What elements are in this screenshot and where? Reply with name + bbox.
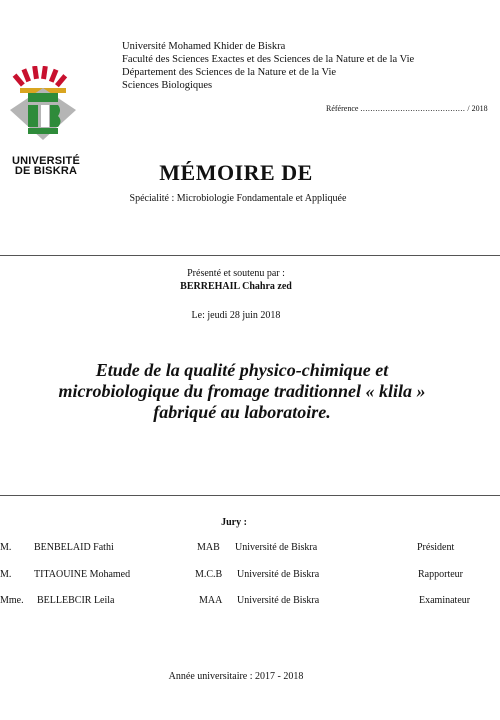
jury-member-name: TITAOUINE Mohamed: [34, 569, 131, 580]
reference-label: Référence: [326, 104, 359, 113]
logo-text-line2: DE BISKRA: [14, 165, 78, 177]
university-logo-emblem: [10, 66, 76, 144]
university-name: Université Mohamed Khider de Biskra: [122, 41, 286, 52]
jury-member-title: M.: [0, 542, 12, 553]
jury-member-title: Mme.: [0, 595, 24, 606]
presented-by-text: Présenté et soutenu par :: [187, 268, 285, 279]
jury-member-grade: MAB: [197, 542, 220, 553]
thesis-title-line2: microbiologique du fromage traditionnel « klila »: [58, 381, 426, 401]
section-name: Sciences Biologiques: [122, 80, 213, 91]
memoire-heading: [0, 160, 500, 186]
jury-member-role: Rapporteur: [418, 569, 463, 580]
thesis-title-line3: fabriqué au laboratoire.: [153, 402, 331, 422]
jury-member-institution: Université de Biskra: [237, 595, 320, 606]
jury-row: [0, 595, 500, 609]
jury-member-title: M.: [0, 569, 12, 580]
jury-heading: [0, 517, 500, 528]
jury-member-name: BELLEBCIR Leila: [37, 595, 115, 606]
defense-date-line: [0, 310, 500, 321]
thesis-title-line1: Etude de la qualité physico-chimique et: [95, 360, 389, 380]
presented-by-line: [0, 268, 500, 279]
author-line: [0, 281, 500, 292]
jury-heading-text: Jury :: [221, 517, 247, 528]
institution-header: [122, 40, 414, 92]
logo-text-line1: UNIVERSITÉ: [11, 155, 80, 167]
jury-member-role: Président: [417, 542, 455, 553]
specialty-text: Spécialité : Microbiologie Fondamentale et Appliquée: [129, 193, 347, 204]
jury-member-role: Examinateur: [419, 595, 471, 606]
author-name: BERREHAIL Chahra zed: [180, 281, 292, 292]
jury-member-grade: M.C.B: [195, 569, 223, 580]
memoire-heading-text: MÉMOIRE DE: [159, 160, 313, 185]
jury-row: [0, 569, 500, 583]
bottom-divider: [0, 495, 500, 496]
jury-member-institution: Université de Biskra: [237, 569, 320, 580]
reference-line: [326, 104, 488, 113]
thesis-title: [12, 360, 472, 423]
top-divider: [0, 255, 500, 256]
faculty-name: Faculté des Sciences Exactes et des Sciences de la Nature et de la Vie: [122, 54, 415, 65]
jury-member-name: BENBELAID Fathi: [34, 542, 114, 553]
academic-year: Année universitaire : 2017 - 2018: [168, 671, 304, 682]
specialty-line: [0, 193, 500, 204]
department-name: Département des Sciences de la Nature et de la Vie: [122, 67, 337, 78]
reference-year: / 2018: [467, 104, 488, 113]
academic-year-line: [0, 671, 500, 682]
jury-row: [0, 542, 500, 556]
defense-date: Le: jeudi 28 juin 2018: [191, 310, 281, 321]
university-logo: [10, 66, 76, 144]
jury-member-grade: MAA: [199, 595, 223, 606]
reference-dots: ..........................................: [360, 104, 466, 113]
jury-member-institution: Université de Biskra: [235, 542, 318, 553]
